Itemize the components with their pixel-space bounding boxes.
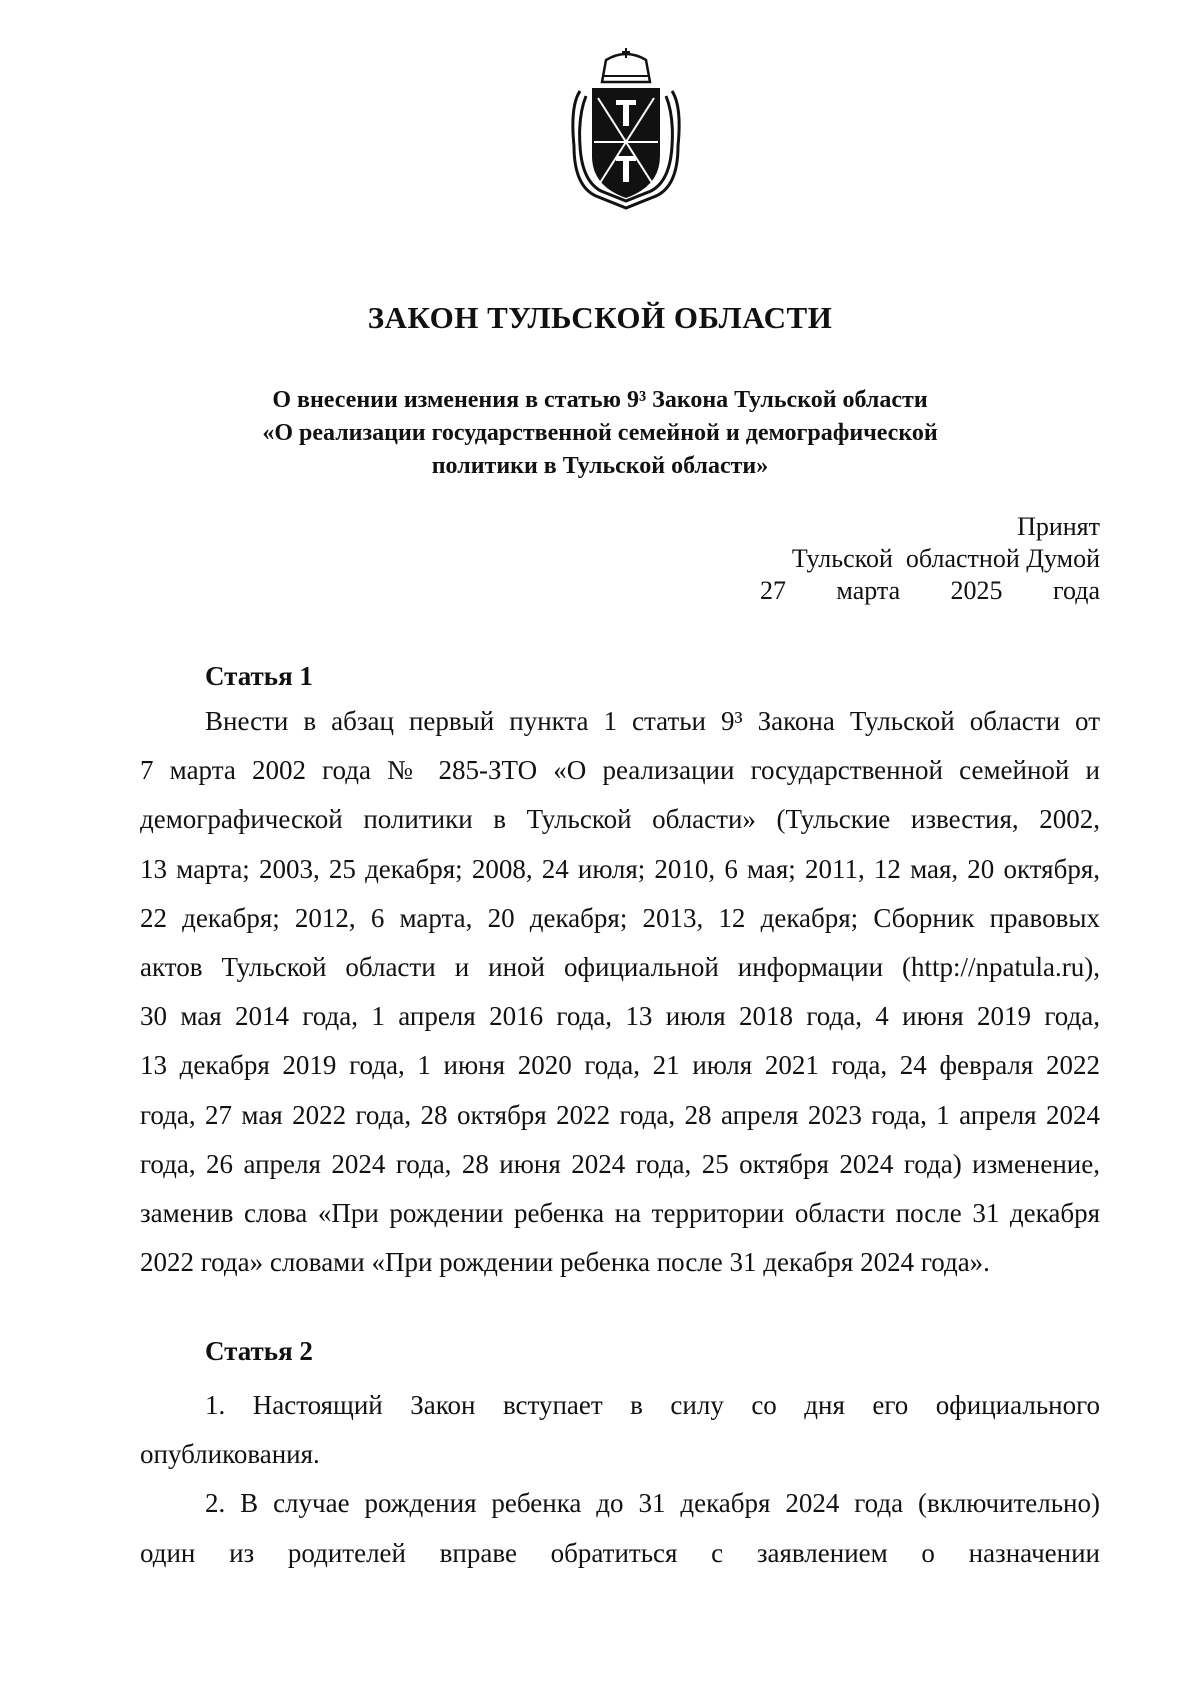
article1-text-line: 30 мая 2014 года, 1 апреля 2016 года, 13 июля 2018 года, 4 июня 2019 года, [140, 1001, 1100, 1032]
law-subtitle-line: «О реализации государственной семейной и демографической [262, 420, 938, 446]
law-subtitle-line: О внесении изменения в статью 9³ Закона Тульской области [272, 387, 928, 413]
article1-text-line: 7 марта 2002 года № 285-ЗТО «О реализации государственной семейной и [140, 755, 1100, 786]
article1-text-line: демографической политики в Тульской области» (Тульские известия, 2002, [140, 804, 1100, 835]
article1-text-line: года, 26 апреля 2024 года, 28 июня 2024 года, 25 октября 2024 года) изменение, [140, 1148, 1100, 1179]
article1-text-line: 22 декабря; 2012, 6 марта, 20 декабря; 2013, 12 декабря; Сборник правовых [140, 902, 1100, 933]
article1-text-line: 2022 года» словами «При рождении ребенка после 31 декабря 2024 года». [140, 1247, 990, 1278]
adoption-body: Тульской областной Думой [791, 544, 1100, 573]
law-subtitle-line: политики в Тульской области» [431, 453, 769, 479]
article1-text-line: актов Тульской области и иной официальной информации (http://npatula.ru), [140, 952, 1100, 982]
adoption-date-suffix: года [1052, 576, 1101, 605]
article1-text-line: Внести в абзац первый пункта 1 статьи 9³ Закона Тульской области от [205, 706, 1100, 736]
article1-text-line: заменив слова «При рождении ребенка на территории области после 31 декабря [140, 1198, 1100, 1228]
adoption-block [760, 511, 1100, 607]
article1-text-line: 13 марта; 2003, 25 декабря; 2008, 24 июля; 2010, 6 мая; 2011, 12 мая, 20 октября, [140, 853, 1100, 884]
adoption-date [760, 575, 1100, 607]
adoption-date-year: 2025 [950, 576, 1003, 605]
article2-text-line: 2. В случае рождения ребенка до 31 декабря 2024 года (включительно) [205, 1488, 1100, 1519]
article1-text-line: года, 27 мая 2022 года, 28 октября 2022 года, 28 апреля 2023 года, 1 апреля 2024 [140, 1099, 1100, 1130]
law-title: ЗАКОН ТУЛЬСКОЙ ОБЛАСТИ [367, 300, 833, 335]
article-2-heading: Статья 2 [205, 1336, 313, 1366]
adoption-label: Принят [1017, 512, 1100, 541]
article-1-heading: Статья 1 [205, 661, 313, 691]
article2-text-line: один из родителей вправе обратиться с заявлением о назначении [140, 1537, 1100, 1568]
adoption-date-month: марта [836, 576, 901, 605]
tula-coat-of-arms-emblem [566, 46, 686, 216]
adoption-date-day: 27 [760, 576, 786, 605]
article2-text-line: 1. Настоящий Закон вступает в силу со дня его официального [205, 1390, 1100, 1420]
article2-text-line: опубликования. [140, 1439, 320, 1470]
article1-text-line: 13 декабря 2019 года, 1 июня 2020 года, 21 июля 2021 года, 24 февраля 2022 [140, 1050, 1100, 1081]
